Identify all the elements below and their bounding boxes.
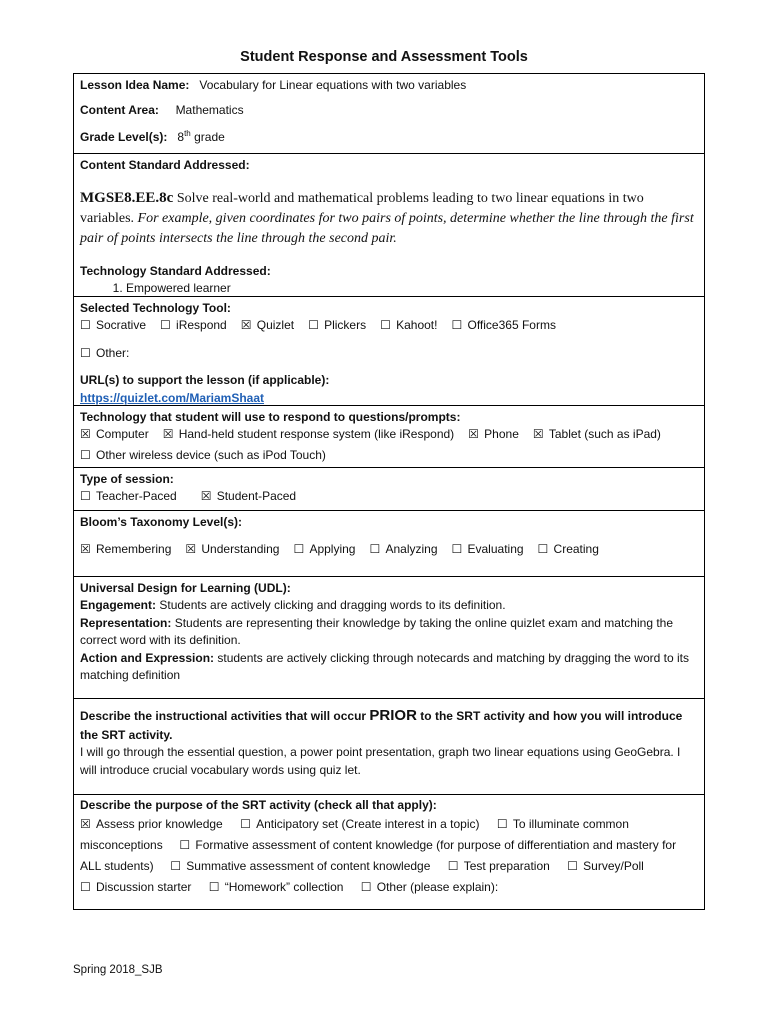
device-option-phone[interactable] <box>468 426 519 443</box>
standard-code: MGSE8.EE.8c <box>80 190 174 207</box>
option-label: Teacher-Paced <box>96 489 177 504</box>
prior-label-start: Describe the instructional activities that will occur <box>80 709 367 723</box>
device-option-tablet[interactable] <box>533 426 661 443</box>
lesson-name-value: Vocabulary for Linear equations with two variables <box>199 78 467 92</box>
option-label: Test preparation <box>463 858 550 873</box>
blooms-label: Bloom’s Taxonomy Level(s): <box>80 515 243 529</box>
page-footer: Spring 2018_SJB <box>73 964 163 976</box>
bloom-option-creating[interactable] <box>538 541 599 558</box>
option-label: Student-Paced <box>216 489 297 504</box>
checkbox-icon[interactable]: ☐ <box>80 447 91 462</box>
page-title: Student Response and Assessment Tools <box>240 49 528 65</box>
udl-representation <box>80 615 697 650</box>
option-label: Assess prior knowledge <box>96 816 223 831</box>
checkbox-icon[interactable]: ☐ <box>308 318 319 333</box>
option-label: iRespond <box>176 318 227 333</box>
checkbox-icon[interactable]: ☐ <box>537 542 549 557</box>
checkbox-icon[interactable]: ☐ <box>170 858 182 873</box>
grade-level-word: grade <box>194 129 225 144</box>
option-label: Plickers <box>324 318 367 333</box>
assessment-form <box>73 73 705 910</box>
session-option-student-paced[interactable] <box>201 488 296 505</box>
bloom-option-analyzing[interactable] <box>369 541 437 558</box>
option-label: Office365 Forms <box>467 318 556 333</box>
prior-emphasis: PRIOR <box>369 707 417 724</box>
option-label: Tablet (such as iPad) <box>548 427 661 442</box>
checkbox-icon[interactable]: ☐ <box>496 816 508 831</box>
purpose-option-other[interactable] <box>361 880 498 894</box>
option-label: Hand-held student response system (like iRespond) <box>178 427 455 442</box>
session-options <box>80 488 697 505</box>
content-standard-label: Content Standard Addressed: <box>80 158 250 172</box>
lesson-info-section <box>74 74 704 154</box>
purpose-option-anticipatory-set[interactable] <box>240 817 479 831</box>
tool-option-irespond[interactable] <box>160 317 227 334</box>
checkbox-icon[interactable]: ☐ <box>567 858 578 873</box>
grade-level-value: 8 <box>177 129 185 144</box>
purpose-section <box>74 795 704 909</box>
option-label: Kahoot! <box>396 318 438 333</box>
engagement-text: Students are actively clicking and dragging words to its definition. <box>159 598 506 613</box>
option-label: To illuminate common misconceptions <box>80 816 629 852</box>
option-label: Other wireless device (such as iPod Touch) <box>96 447 326 462</box>
session-type-label: Type of session: <box>80 472 174 486</box>
technology-tool-section <box>74 297 704 406</box>
tool-options <box>80 317 697 334</box>
blooms-options <box>80 541 697 558</box>
session-type-section <box>74 468 704 511</box>
option-label: Understanding <box>201 542 280 557</box>
prior-activities-section <box>74 699 704 795</box>
url-label: URL(s) to support the lesson (if applicable): <box>80 373 330 388</box>
option-label: Remembering <box>96 542 172 557</box>
checkbox-icon[interactable]: ☐ <box>451 318 463 333</box>
checkbox-icon[interactable]: ☐ <box>369 542 381 557</box>
checkbox-icon[interactable]: ☐ <box>179 837 191 852</box>
bloom-option-applying[interactable] <box>293 541 355 558</box>
option-label: Survey/Poll <box>583 858 644 873</box>
checkbox-icon[interactable]: ☐ <box>360 879 372 894</box>
checkbox-icon[interactable]: ☒ <box>80 427 91 442</box>
purpose-option-test-prep[interactable] <box>448 859 550 873</box>
device-options <box>80 426 697 443</box>
checkbox-icon[interactable]: ☐ <box>447 858 459 873</box>
engagement-label: Engagement: <box>80 598 157 613</box>
option-label: Creating <box>553 542 599 557</box>
option-label: Formative assessment of content knowledge (for purpose of differentiation and mastery for ALL students) <box>80 837 677 873</box>
checkbox-icon[interactable]: ☒ <box>185 542 197 557</box>
option-label: Socrative <box>96 318 147 333</box>
content-standard-section <box>74 154 704 297</box>
bloom-option-understanding[interactable] <box>185 541 279 558</box>
option-label: Computer <box>96 427 149 442</box>
tech-standard-item: 1. Empowered learner <box>126 280 697 297</box>
option-label: Evaluating <box>467 542 524 557</box>
option-label: Quizlet <box>256 318 295 333</box>
purpose-option-homework[interactable] <box>209 880 344 894</box>
option-label: “Homework” collection <box>224 879 344 894</box>
bloom-option-evaluating[interactable] <box>452 541 524 558</box>
tool-option-plickers[interactable] <box>308 317 366 334</box>
prior-label-end: to the SRT activity and how you will introduce the SRT activity. <box>80 709 683 742</box>
tool-option-office365-forms[interactable] <box>451 317 555 334</box>
technology-tool-label: Selected Technology Tool: <box>80 301 231 315</box>
udl-label: Universal Design for Learning (UDL): <box>80 581 291 595</box>
purpose-option-discussion-starter[interactable] <box>80 880 191 894</box>
checkbox-icon[interactable]: ☐ <box>293 542 305 557</box>
purpose-options <box>80 814 697 898</box>
checkbox-icon[interactable]: ☐ <box>80 489 91 504</box>
udl-engagement <box>80 597 697 614</box>
content-area-value: Mathematics <box>175 103 244 118</box>
tool-option-quizlet[interactable] <box>241 317 294 334</box>
option-label: Applying <box>309 542 356 557</box>
option-label: Other: <box>96 345 130 360</box>
action-expression-label: Action and Expression: <box>80 650 215 665</box>
option-label: Discussion starter <box>96 879 192 894</box>
prior-activities-text: I will go through the essential question, a power point presentation, graph two linear equations using GeoGebra. I will introduce crucial vocabulary words using quiz let. <box>80 745 681 777</box>
prior-activities-label <box>80 705 697 744</box>
option-label: Analyzing <box>385 542 438 557</box>
checkbox-icon[interactable]: ☒ <box>162 427 174 442</box>
tool-option-kahoot[interactable] <box>380 317 437 334</box>
grade-level-suffix: th <box>184 128 191 138</box>
checkbox-icon[interactable]: ☐ <box>80 318 91 333</box>
standard-description: Solve real-world and mathematical problems leading to two linear equations in two variables. <box>80 191 644 227</box>
checkbox-icon[interactable]: ☒ <box>240 318 252 333</box>
tech-standard-label: Technology Standard Addressed: <box>80 263 271 278</box>
tech-standard-list <box>80 280 697 297</box>
checkbox-icon[interactable]: ☒ <box>80 816 91 831</box>
action-expression-text: students are actively clicking through notecards and matching by dragging the word to its matching definition <box>80 650 689 682</box>
purpose-option-survey-poll[interactable] <box>567 859 644 873</box>
purpose-label: Describe the purpose of the SRT activity (check all that apply): <box>80 798 437 812</box>
devices-label: Technology that student will use to respond to questions/prompts: <box>80 410 461 424</box>
representation-text: Students are representing their knowledge by taking the online quizlet exam and matching the correct word with its definition. <box>80 615 674 648</box>
option-label: Summative assessment of content knowledge <box>186 858 431 873</box>
checkbox-icon[interactable]: ☒ <box>80 542 91 557</box>
checkbox-icon[interactable]: ☐ <box>240 816 251 831</box>
devices-section <box>74 406 704 468</box>
device-option-handheld[interactable] <box>163 426 454 443</box>
lesson-name-label: Lesson Idea Name: <box>80 78 190 92</box>
bloom-option-remembering[interactable] <box>80 541 171 558</box>
grade-level-label: Grade Level(s): <box>80 129 168 144</box>
quizlet-url-link[interactable]: https://quizlet.com/MariamShaat <box>80 390 265 405</box>
udl-action-expression <box>80 650 697 685</box>
option-label: Phone <box>484 427 519 442</box>
udl-section <box>74 577 704 699</box>
blooms-section <box>74 511 704 577</box>
checkbox-icon[interactable]: ☐ <box>380 318 391 333</box>
content-area-label: Content Area: <box>80 103 159 118</box>
standard-example: For example, given coordinates for two pairs of points, determine whether the line through the first pair of points intersects the line through the second pair. <box>80 211 694 246</box>
checkbox-icon[interactable]: ☒ <box>468 427 479 442</box>
device-option-computer[interactable] <box>80 426 149 443</box>
checkbox-icon[interactable]: ☐ <box>160 318 171 333</box>
checkbox-icon[interactable]: ☐ <box>80 879 91 894</box>
checkbox-icon[interactable]: ☒ <box>532 427 544 442</box>
checkbox-icon[interactable]: ☐ <box>208 879 220 894</box>
representation-label: Representation: <box>80 615 172 630</box>
option-label: Anticipatory set (Create interest in a topic) <box>256 816 480 831</box>
tool-option-other[interactable] <box>80 345 697 362</box>
checkbox-icon[interactable]: ☐ <box>80 345 91 360</box>
session-option-teacher-paced[interactable] <box>80 488 177 505</box>
purpose-option-summative[interactable] <box>170 859 430 873</box>
content-standard-text <box>80 188 697 248</box>
purpose-option-assess-prior[interactable] <box>80 817 223 831</box>
checkbox-icon[interactable]: ☐ <box>451 542 463 557</box>
device-option-other[interactable] <box>80 447 697 464</box>
tool-option-socrative[interactable] <box>80 317 146 334</box>
option-label: Other (please explain): <box>376 879 499 894</box>
checkbox-icon[interactable]: ☒ <box>200 489 212 504</box>
